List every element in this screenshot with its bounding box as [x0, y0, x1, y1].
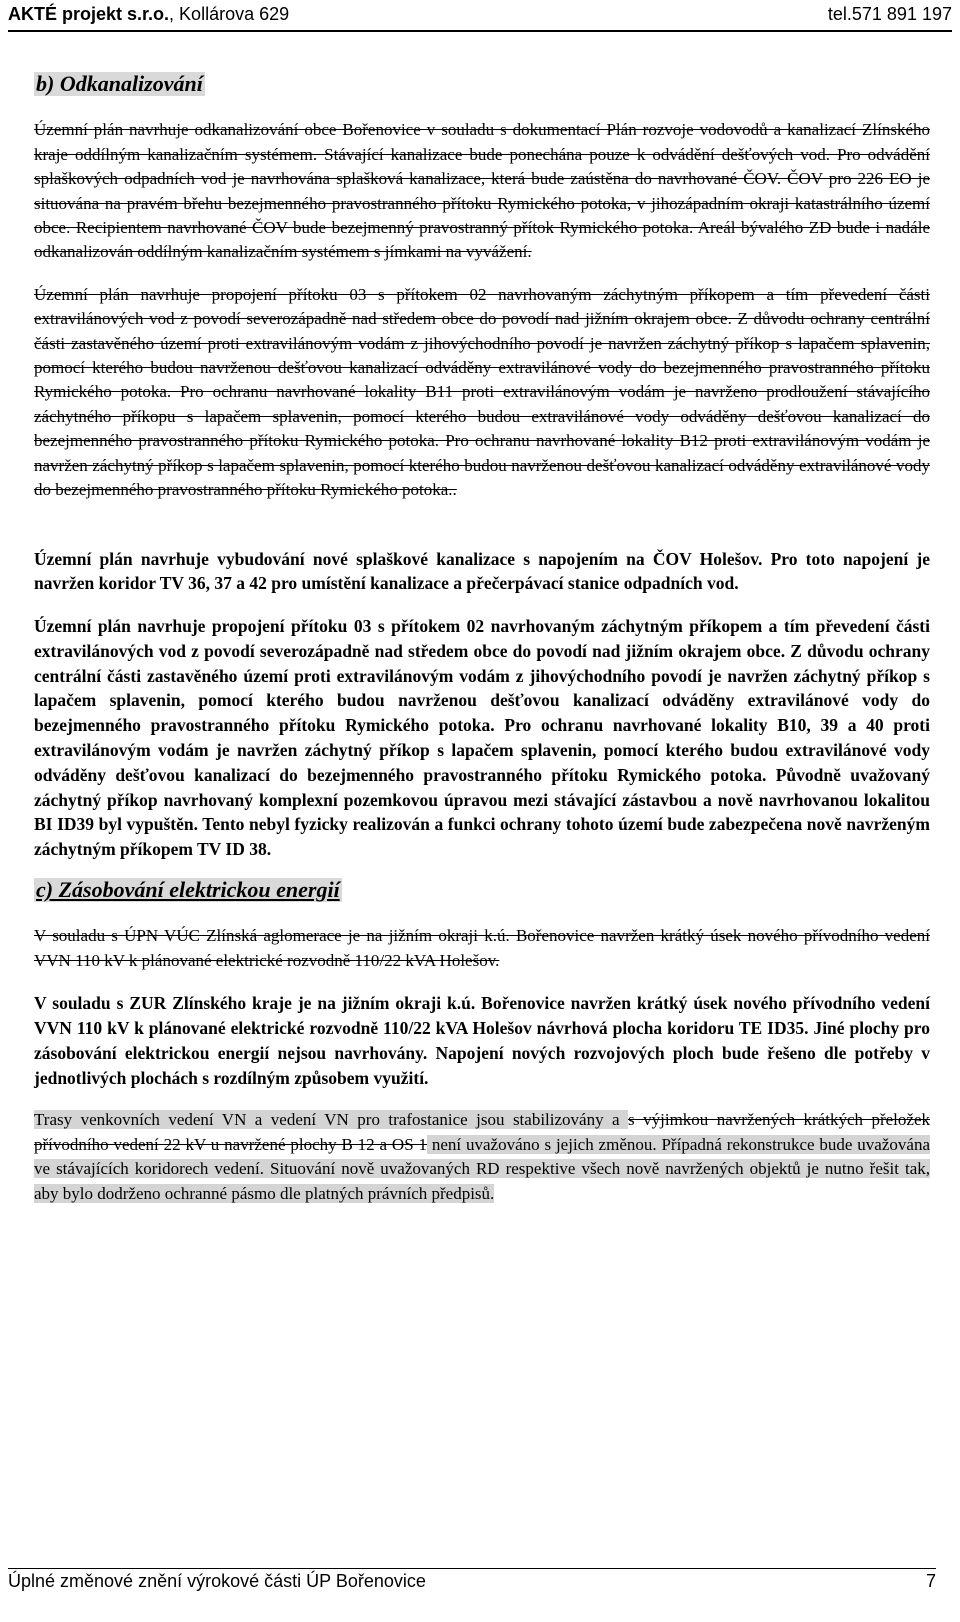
paragraph-highlighted [34, 1108, 930, 1206]
paragraph-bold-1: Územní plán navrhuje vybudování nové splaškové kanalizace s napojením na ČOV Holešov. Pro toto napojení je navržen koridor TV 36, 37 a 42 pro umístění kanalizace a přečerpávací stanice odpadních vod. [34, 548, 930, 594]
section-b-heading: b) Odkanalizování [36, 71, 203, 96]
paragraph-bold-2: Územní plán navrhuje propojení přítoku 03 s přítokem 02 navrhovaným záchytným příkopem a tím převedení části extravilánových vod z povodí severozápadně nad středem obce do povodí nad jižním okrajem obce. Z důvodu ochrany centrální části zastavěného území proti extravilánovým vodám z jihovýchodního povodí je navržen záchytný příkop s lapačem splavenin, pomocí kterého budou navrženou dešťovou kanalizací odváděny extravilánové vody do bezejmenného pravostranného přítoku Rymického potoka. Pro ochranu navrhované lokality B10, 39 a 40 proti extravilánovým vodám je navržen záchytný příkop s lapačem splavenin, pomocí kterého budou extravilánové vody odváděny dešťovou kanalizací do bezejmenného pravostranného přítoku Rymického potoka. Původně uvažovaný záchytný příkop navrhovaný komplexní pozemkovou úpravou mezi stávající zástavbou a nově navrhovanou lokalitou BI ID39 byl vypuštěn. Tento nebyl fyzicky realizován a funkci ochrany tohoto území bude zabezpečena nově navrženým záchytným příkopem TV ID 38. [34, 616, 930, 860]
paragraph-struck-1: Územní plán navrhuje odkanalizování obce Bořenovice v souladu s dokumentací Plán rozvoje vodovodů a kanalizací Zlínského kraje oddílným kanalizačním systémem. Stávající kanalizace bude ponechána pouze k odvádění dešťových vod. Pro odvádění splaškových odpadních vod je navrhována splašková kanalizace, která bude zaústěna do navrhované ČOV. ČOV pro 226 EO je situována na pravém břehu bezejmenného pravostranného přítoku Rymického potoka, v jihozápadním okraji katastrálního území obce. Recipientem navrhované ČOV bude bezejmenný pravostranný přítok Rymického potoka. Areál bývalého ZD bude i nadále odkanalizován oddílným kanalizačním systémem s jímkami na vyvážení. [34, 120, 930, 262]
section-c-heading: c) Zásobování elektrickou energií [36, 877, 340, 903]
paragraph-highlighted-struck: s výjimkou navržených krátkých přeložek přívodního vedení 22 kV u navržené plochy B 12 a OS 1 [34, 1110, 930, 1154]
paragraph-highlighted-part2: není uvažováno s jejich změnou. Případná rekonstrukce bude uvažována ve stávajících koridorech vedení. Situování nově uvažovaných RD respektive všech nově navržených objektů je nutno řešit tak, aby bylo dodrženo ochranné pásmo dle platných právních předpisů. [34, 1134, 930, 1203]
section-c-heading-wrap [34, 878, 930, 904]
company-name: AKTÉ projekt s.r.o. [8, 4, 170, 24]
company-address: , Kollárova 629 [169, 4, 290, 24]
paragraph-struck-3: V souladu s ÚPN VÚC Zlínská aglomerace je na jižním okraji k.ú. Bořenovice navržen krátký úsek nového přívodního vedení VVN 110 kV k plánované elektrické rozvodně 110/22 kVA Holešov. [34, 926, 930, 970]
footer-page-number: 7 [925, 1571, 936, 1591]
footer-title: Úplné změnové znění výrokové části ÚP Bořenovice [8, 1571, 426, 1591]
header-left [8, 4, 289, 25]
document-body [34, 72, 930, 1224]
paragraph-bold-3: V souladu s ZUR Zlínského kraje je na jižním okraji k.ú. Bořenovice navržen krátký úsek nového přívodního vedení VVN 110 kV k plánované elektrické rozvodně 110/22 kVA Holešov návrhová plocha koridoru TE ID35. Jiné plochy pro zásobování elektrickou energií nejsou navrhovány. Napojení nových rozvojových ploch bude řešeno dle potřeby v jednotlivých plochách s rozdílným způsobem využití. [34, 993, 930, 1088]
page-header [8, 4, 952, 32]
paragraph-struck-2: Územní plán navrhuje propojení přítoku 03 s přítokem 02 navrhovaným záchytným příkopem a tím převedení části extravilánových vod z povodí severozápadně nad středem obce do povodí nad jižním okrajem obce. Z důvodu ochrany centrální části zastavěného území proti extravilánovým vodám z jihovýchodního povodí je navržen záchytný příkop s lapačem splavenin, pomocí kterého budou navrženou dešťovou kanalizací odváděny extravilánové vody do bezejmenného pravostranného přítoku Rymického potoka. Pro ochranu navrhované lokality B11 proti extravilánovým vodám je navrženo prodloužení stávajícího záchytného příkopu s lapačem splavenin, pomocí kterého budou extravilánové vody odváděny dešťovou kanalizací do bezejmenného pravostranného přítoku Rymického potoka. Pro ochranu navrhované lokality B12 proti extravilánovým vodám je navržen záchytný příkop s lapačem splavenin, pomocí kterého budou navrženou dešťovou kanalizací odváděny extravilánové vody do bezejmenného pravostranného přítoku Rymického potoka.. [34, 284, 930, 500]
company-phone: tel.571 891 197 [827, 4, 952, 24]
paragraph-highlighted-part1: Trasy venkovních vedení VN a vedení VN pro trafostanice jsou stabilizovány a [34, 1110, 629, 1130]
section-b-heading-wrap [34, 72, 930, 98]
page-footer [8, 1568, 936, 1592]
